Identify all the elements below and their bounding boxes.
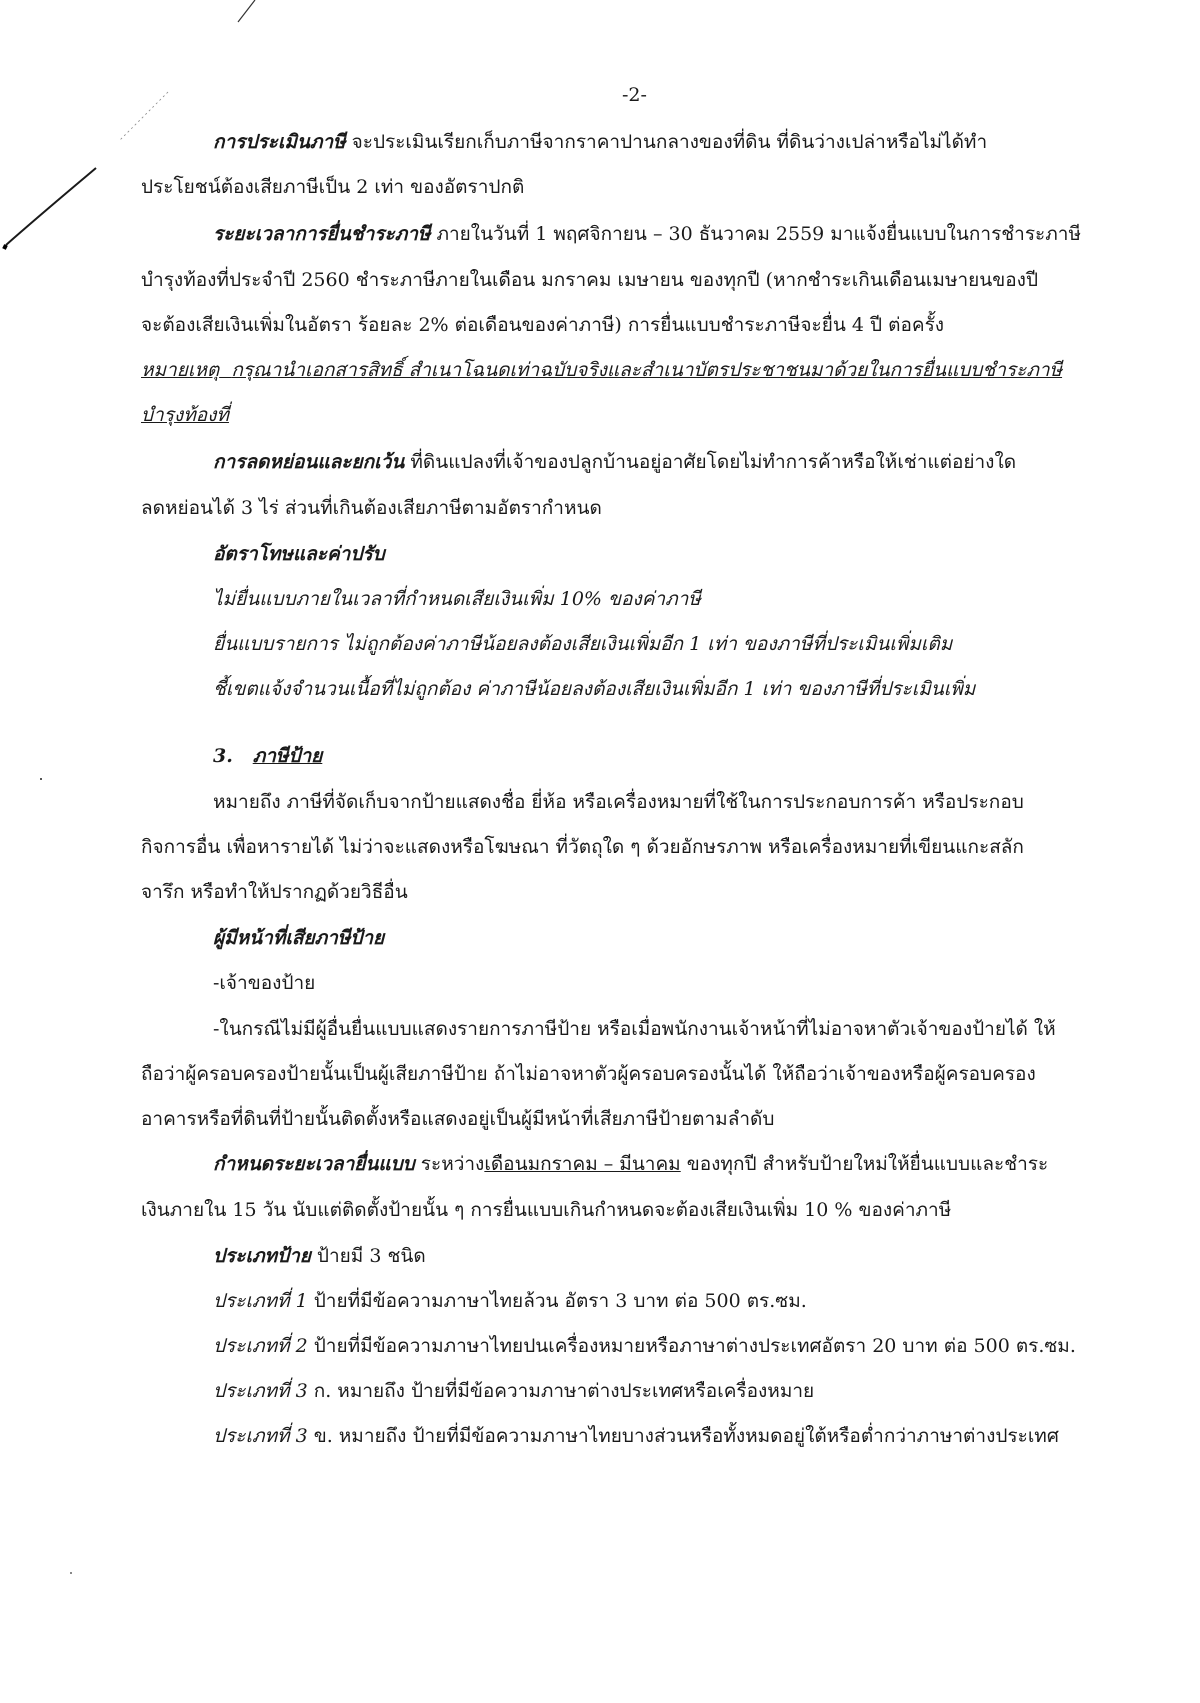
scan-speck bbox=[70, 1572, 72, 1574]
signboard-def-1: หมายถึง ภาษีที่จัดเก็บจากป้ายแสดงชื่อ ยี่ห้อ หรือเครื่องหมายที่ใช้ในการประกอบการค้า หรือประกอบ bbox=[213, 791, 1024, 813]
scan-speck bbox=[40, 778, 42, 780]
signboard-type-2 bbox=[213, 1334, 1076, 1358]
filing-period-text-1: ภายในวันที่ 1 พฤศจิกายน – 30 ธันวาคม 2559 มาแจ้งยื่นแบบในการชำระภาษี bbox=[430, 223, 1081, 245]
signboard-type-1 bbox=[213, 1289, 807, 1313]
signboard-def-3: จารึก หรือทำให้ปรากฏด้วยวิธีอื่น bbox=[141, 881, 408, 903]
signboard-title: ภาษีป้าย bbox=[252, 745, 323, 767]
remark-line-2: บำรุงท้องที่ bbox=[141, 404, 229, 426]
type-3b-text: ข. หมายถึง ป้ายที่มีข้อความภาษาไทยบางส่วนหรือทั้งหมดอยู่ใต้หรือต่ำกว่าภาษาต่างประเทศ bbox=[307, 1425, 1059, 1447]
page-number: -2- bbox=[622, 84, 647, 106]
signboard-types bbox=[213, 1244, 426, 1268]
type-1-text: ป้ายที่มีข้อความภาษาไทยล้วน อัตรา 3 บาท ต่อ 500 ตร.ซม. bbox=[307, 1290, 807, 1312]
penalty-item-2: ยื่นแบบรายการ ไม่ถูกต้องค่าภาษีน้อยลงต้องเสียเงินเพิ่มอีก 1 เท่า ของภาษีที่ประเมินเพิ่มเติม bbox=[213, 633, 953, 655]
type-2-label: ประเภทที่ 2 bbox=[213, 1335, 308, 1357]
filing-period-line-3: จะต้องเสียเงินเพิ่มในอัตรา ร้อยละ 2% ต่อเดือนของค่าภาษี) การยื่นแบบชำระภาษีจะยื่น 4 ปี ต่อครั้ง bbox=[141, 314, 945, 336]
assessment-line-2: ประโยชน์ต้องเสียภาษีเป็น 2 เท่า ของอัตราปกติ bbox=[141, 176, 525, 198]
remark-text-1: กรุณานำเอกสารสิทธิ์ สำเนาโฉนดเท่าฉบับจริงและสำเนาบัตรประชาชนมาด้วยในการยื่นแบบชำระภาษี bbox=[231, 359, 1063, 381]
assessment-text-1: จะประเมินเรียกเก็บภาษีจากราคาปานกลางของที่ดิน ที่ดินว่างเปล่าหรือไม่ได้ทำ bbox=[345, 131, 988, 153]
filing-period-line-1 bbox=[213, 222, 1081, 246]
signboard-period-months: เดือนมกราคม – มีนาคม bbox=[484, 1153, 681, 1175]
type-3a-text: ก. หมายถึง ป้ายที่มีข้อความภาษาต่างประเทศหรือเครื่องหมาย bbox=[307, 1380, 815, 1402]
signboard-period-post: ของทุกปี สำหรับป้ายใหม่ให้ยื่นแบบและชำระ bbox=[680, 1153, 1049, 1175]
reduction-text-1: ที่ดินแปลงที่เจ้าของปลูกบ้านอยู่อาศัยโดยไม่ทำการค้าหรือให้เช่าแต่อย่างใด bbox=[404, 451, 1017, 473]
type-3b-label: ประเภทที่ 3 bbox=[213, 1425, 308, 1447]
filing-period-label: ระยะเวลาการยื่นชำระภาษี bbox=[213, 223, 431, 245]
signboard-types-label: ประเภทป้าย bbox=[213, 1245, 311, 1267]
penalty-heading: อัตราโทษและค่าปรับ bbox=[213, 543, 385, 565]
type-2-text: ป้ายที่มีข้อความภาษาไทยปนเครื่องหมายหรือภาษาต่างประเทศอัตรา 20 บาท ต่อ 500 ตร.ซม. bbox=[307, 1335, 1076, 1357]
signboard-type-3b bbox=[213, 1424, 1059, 1448]
signboard-number: 3. bbox=[213, 745, 233, 767]
signboard-period-line-1 bbox=[213, 1152, 1048, 1176]
signboard-period-label: กำหนดระยะเวลายื่นแบบ bbox=[213, 1153, 415, 1175]
filing-period-line-2: บำรุงท้องที่ประจำปี 2560 ชำระภาษีภายในเดือน มกราคม เมษายน ของทุกปี (หากชำระเกินเดือนเมษายนของปี bbox=[141, 269, 1038, 291]
payer-item-1: -เจ้าของป้าย bbox=[213, 972, 316, 994]
reduction-line-2: ลดหย่อนได้ 3 ไร่ ส่วนที่เกินต้องเสียภาษีตามอัตรากำหนด bbox=[141, 497, 602, 519]
signboard-type-3a bbox=[213, 1379, 814, 1403]
signboard-heading bbox=[213, 744, 322, 768]
reduction-line-1 bbox=[213, 450, 1016, 474]
penalty-item-1: ไม่ยื่นแบบภายในเวลาที่กำหนดเสียเงินเพิ่ม 10% ของค่าภาษี bbox=[213, 588, 701, 610]
payer-heading: ผู้มีหน้าที่เสียภาษีป้าย bbox=[213, 927, 385, 949]
reduction-label: การลดหย่อนและยกเว้น bbox=[213, 451, 405, 473]
payer-item-2-line-3: อาคารหรือที่ดินที่ป้ายนั้นติดตั้งหรือแสดงอยู่เป็นผู้มีหน้าที่เสียภาษีป้ายตามลำดับ bbox=[141, 1108, 775, 1130]
remark-label: หมายเหตุ bbox=[141, 359, 220, 381]
assessment-label: การประเมินภาษี bbox=[213, 131, 346, 153]
payer-item-2-line-1: -ในกรณีไม่มีผู้อื่นยื่นแบบแสดงรายการภาษีป้าย หรือเมื่อพนักงานเจ้าหน้าที่ไม่อาจหาตัวเจ้าของป้ายได้ ให้ bbox=[213, 1018, 1056, 1040]
signboard-period-line-2: เงินภายใน 15 วัน นับแต่ติดตั้งป้ายนั้น ๆ การยื่นแบบเกินกำหนดจะต้องเสียเงินเพิ่ม 10 % ของค่าภาษี bbox=[141, 1199, 952, 1221]
type-1-label: ประเภทที่ 1 bbox=[213, 1290, 308, 1312]
penalty-item-3: ชี้เขตแจ้งจำนวนเนื้อที่ไม่ถูกต้อง ค่าภาษีน้อยลงต้องเสียเงินเพิ่มอีก 1 เท่า ของภาษีที่ประเมินเพิ่ม bbox=[213, 678, 976, 700]
type-3a-label: ประเภทที่ 3 bbox=[213, 1380, 308, 1402]
remark-line-1 bbox=[141, 358, 1062, 382]
signboard-period-pre: ระหว่าง bbox=[414, 1153, 485, 1175]
signboard-types-text: ป้ายมี 3 ชนิด bbox=[310, 1245, 426, 1267]
payer-item-2-line-2: ถือว่าผู้ครอบครองป้ายนั้นเป็นผู้เสียภาษีป้าย ถ้าไม่อาจหาตัวผู้ครอบครองนั้นได้ ให้ถือว่าเจ้าของหรือผู้ครอบครอง bbox=[141, 1063, 1036, 1085]
assessment-line-1 bbox=[213, 130, 987, 154]
signboard-def-2: กิจการอื่น เพื่อหารายได้ ไม่ว่าจะแสดงหรือโฆษณา ที่วัตถุใด ๆ ด้วยอักษรภาพ หรือเครื่องหมายที่เขียนแกะสลัก bbox=[141, 836, 1024, 858]
